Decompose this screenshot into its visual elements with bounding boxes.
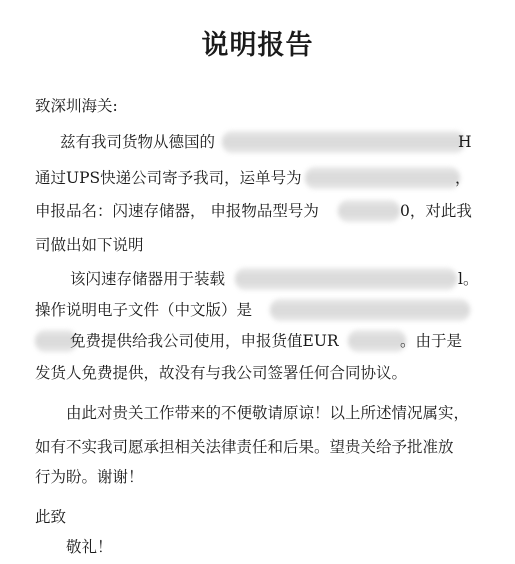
p1-line1-tail: H <box>458 133 472 151</box>
salutation: 致深圳海关: <box>35 97 118 115</box>
redacted-device-purpose <box>235 268 457 290</box>
redacted-waybill-number <box>305 167 460 189</box>
p1-line4-text: 司做出如下说明 <box>35 236 144 254</box>
redacted-sender-name <box>222 131 465 153</box>
p2-line3-text: 免费提供给我公司使用，申报货值EUR <box>70 332 339 350</box>
document-title: 说明报告 <box>201 30 314 61</box>
p2-line4-text: 发货人免费提供，故没有与我公司签署任何合同协议。 <box>35 364 408 382</box>
p1-line3-text: 申报品名：闪速存储器， 申报物品型号为 <box>35 202 319 220</box>
p2-line1-tail: l。 <box>458 270 479 288</box>
p3-line3-text: 行为盼。谢谢！ <box>35 468 144 486</box>
p2-line3-tail: 。由于是 <box>400 332 463 350</box>
p1-line1-text: 兹有我司货物从德国的 <box>60 133 216 151</box>
closing-line1: 此致 <box>35 508 67 526</box>
redacted-declared-value <box>348 330 406 352</box>
p2-line1-text: 该闪速存储器用于装载 <box>70 270 226 288</box>
p1-line3-tail: 0，对此我 <box>400 202 472 220</box>
redacted-document-source <box>270 299 470 321</box>
redacted-model-number <box>338 200 400 222</box>
p2-line2-text: 操作说明电子文件（中文版）是 <box>35 301 253 319</box>
p3-line2-text: 如有不实我司愿承担相关法律责任和后果。望贵关给予批准放 <box>35 438 454 456</box>
closing-line2: 敬礼！ <box>66 538 113 556</box>
p3-line1-text: 由此对贵关工作带来的不便敬请原谅！以上所述情况属实， <box>66 404 470 422</box>
p1-line2-tail: ， <box>455 169 471 187</box>
p1-line2-text: 通过UPS快递公司寄予我司，运单号为 <box>35 169 302 187</box>
